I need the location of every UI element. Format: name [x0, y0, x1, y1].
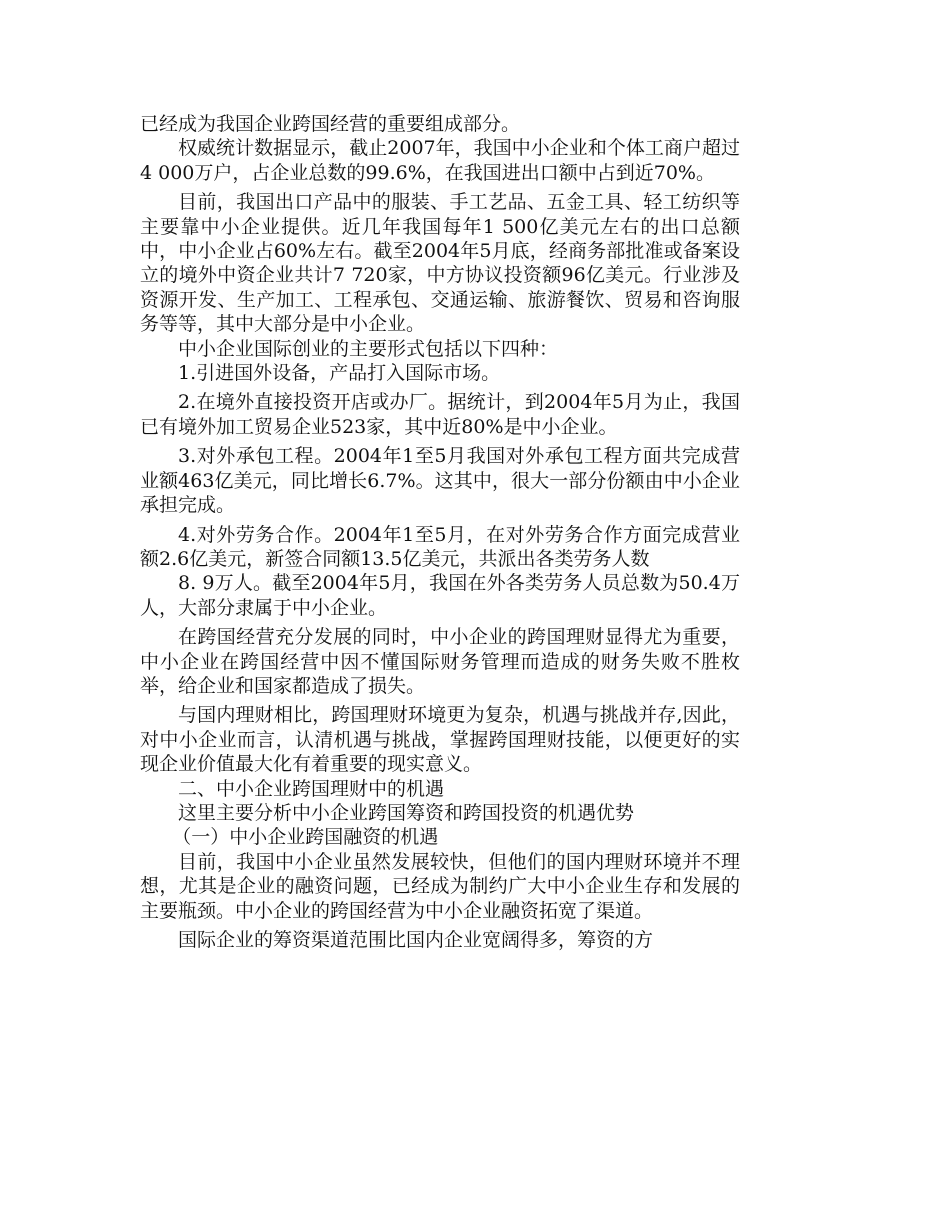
- paragraph-3: 目前，我国出口产品中的服装、手工艺品、五金工具、轻工纺织等主要靠中小企业提供。近几年我国每年1 500亿美元左右的出口总额中，中小企业占60%左右。截至2004年5月底，经商务部批准或备案设立的境外中资企业共计7 720家，中方协议投资额96亿美元。行业涉及资源开发、生产加工、工程承包、交通运输、旅游餐饮、贸易和咨询服务等等，其中大部分是中小企业。: [140, 191, 740, 336]
- list-item-4: 4.对外劳务合作。2004年1至5月，在对外劳务合作方面完成营业额2.6亿美元，新签合同额13.5亿美元，共派出各类劳务人数: [140, 523, 740, 570]
- paragraph-9: 目前，我国中小企业虽然发展较快，但他们的国内理财环境并不理想，尤其是企业的融资问题，已经成为制约广大中小企业生存和发展的主要瓶颈。中小企业的跨国经营为中小企业融资拓宽了渠道。: [140, 850, 740, 922]
- paragraph-2: 权威统计数据显示，截止2007年，我国中小企业和个体工商户超过4 000万户，占企业总数的99.6%，在我国进出口额中占到近70%。: [140, 137, 740, 184]
- document-body: [140, 112, 740, 952]
- section-heading-2: 二、中小企业跨国理财中的机遇: [178, 777, 445, 800]
- paragraph-7: 与国内理财相比，跨国理财环境更为复杂，机遇与挑战并存,因此，对中小企业而言，认清机遇与挑战，掌握跨国理财技能，以便更好的实现企业价值最大化有着重要的现实意义。: [140, 704, 740, 776]
- list-item-2: 2.在境外直接投资开店或办厂。据统计，到2004年5月为止，我国已有境外加工贸易企业523家，其中近80%是中小企业。: [140, 391, 740, 438]
- list-item-1: 1.引进国外设备，产品打入国际市场。: [178, 362, 501, 385]
- paragraph-6: 在跨国经营充分发展的同时，中小企业的跨国理财显得尤为重要，中小企业在跨国经营中因不懂国际财务管理而造成的财务失败不胜枚举，给企业和国家都造成了损失。: [140, 626, 740, 697]
- paragraph-5: 8. 9万人。截至2004年5月，我国在外各类劳务人员总数为50.4万人，大部分隶属于中小企业。: [140, 572, 740, 619]
- paragraph-4: 中小企业国际创业的主要形式包括以下四种：: [178, 337, 559, 360]
- subsection-heading-1: （一）中小企业跨国融资的机遇: [172, 826, 439, 849]
- paragraph-8: 这里主要分析中小企业跨国筹资和跨国投资的机遇优势: [178, 801, 635, 824]
- paragraph-10: 国际企业的筹资渠道范围比国内企业宽阔得多，筹资的方: [178, 929, 654, 951]
- paragraph-1: 已经成为我国企业跨国经营的重要组成部分。: [140, 113, 521, 135]
- list-item-3: 3.对外承包工程。2004年1至5月我国对外承包工程方面共完成营业额463亿美元，同比增长6.7%。这其中，很大一部分份额由中小企业承担完成。: [140, 445, 740, 517]
